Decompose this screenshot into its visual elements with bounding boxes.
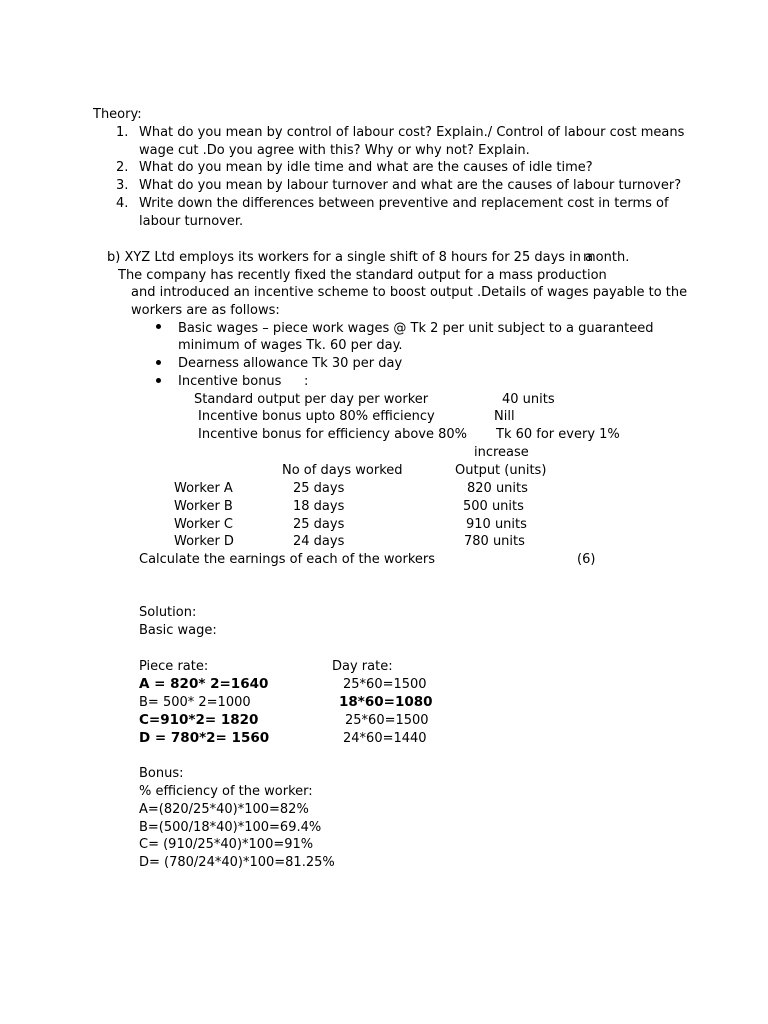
- problem-intro: The company has recently fixed the standard output for a mass production: [118, 268, 607, 283]
- table-cell-days: 18 days: [293, 499, 345, 514]
- bullet-icon: [156, 324, 161, 329]
- piece-rate-calc: B= 500* 2=1000: [139, 695, 251, 710]
- day-rate-calc: 24*60=1440: [343, 731, 427, 746]
- question-number: 2.: [116, 160, 129, 175]
- table-cell-worker: Worker B: [174, 499, 233, 514]
- bullet-text: Incentive bonus: [178, 374, 282, 389]
- question-number: 4.: [116, 196, 129, 211]
- day-rate-calc: 25*60=1500: [343, 677, 427, 692]
- incentive-label: Incentive bonus for efficiency above 80%: [198, 427, 468, 442]
- theory-heading: Theory:: [93, 107, 142, 122]
- bullet-text: Basic wages – piece work wages @ Tk 2 per unit subject to a guaranteed: [178, 321, 654, 336]
- table-cell-days: 24 days: [293, 534, 345, 549]
- table-cell-days: 25 days: [293, 517, 345, 532]
- question-text: What do you mean by control of labour cost? Explain./ Control of labour cost means: [139, 125, 685, 140]
- bullet-text: Dearness allowance Tk 30 per day: [178, 356, 403, 371]
- bullet-icon: [156, 360, 161, 365]
- question-number: 1.: [116, 125, 129, 140]
- table-cell-output: 780 units: [464, 534, 525, 549]
- efficiency-calc: C= (910/25*40)*100=91%: [139, 837, 314, 852]
- question-text: What do you mean by labour turnover and what are the causes of labour turnover?: [139, 178, 682, 193]
- efficiency-calc: D= (780/24*40)*100=81.25%: [139, 855, 335, 870]
- incentive-value: Nill: [494, 409, 515, 424]
- bullet-text: minimum of wages Tk. 60 per day.: [178, 338, 403, 353]
- incentive-label: Standard output per day per worker: [194, 392, 429, 407]
- table-cell-worker: Worker A: [174, 481, 233, 496]
- table-header: No of days worked: [282, 463, 403, 478]
- question-text: labour turnover.: [139, 214, 244, 229]
- table-cell-days: 25 days: [293, 481, 345, 496]
- problem-intro: and introduced an incentive scheme to boost output .Details of wages payable to the: [131, 285, 688, 300]
- problem-intro: b) XYZ Ltd employs its workers for a single shift of 8 hours for 25 days in a: [107, 250, 594, 265]
- piece-rate-calc: D = 780*2= 1560: [139, 730, 270, 746]
- table-header: Output (units): [455, 463, 547, 478]
- day-rate-calc: 25*60=1500: [345, 713, 429, 728]
- efficiency-calc: B=(500/18*40)*100=69.4%: [139, 820, 322, 835]
- incentive-value: increase: [474, 445, 529, 460]
- problem-task: Calculate the earnings of each of the workers: [139, 552, 436, 567]
- incentive-label: Incentive bonus upto 80% efficiency: [198, 409, 435, 424]
- incentive-value: Tk 60 for every 1%: [496, 427, 620, 442]
- table-cell-output: 820 units: [467, 481, 528, 496]
- basic-wage-label: Basic wage:: [139, 623, 217, 638]
- bonus-label: Bonus:: [139, 766, 184, 781]
- efficiency-label: % efficiency of the worker:: [139, 784, 313, 799]
- piece-rate-label: Piece rate:: [139, 659, 209, 674]
- piece-rate-calc: C=910*2= 1820: [139, 712, 259, 728]
- day-rate-calc: 18*60=1080: [339, 694, 433, 710]
- incentive-value: 40 units: [502, 392, 555, 407]
- day-rate-label: Day rate:: [332, 659, 393, 674]
- problem-intro: month.: [583, 250, 630, 265]
- question-number: 3.: [116, 178, 129, 193]
- bullet-text: :: [304, 374, 309, 389]
- question-text: What do you mean by idle time and what are the causes of idle time?: [139, 160, 593, 175]
- piece-rate-calc: A = 820* 2=1640: [139, 676, 269, 692]
- problem-intro: workers are as follows:: [131, 303, 280, 318]
- problem-marks: (6): [577, 552, 596, 567]
- table-cell-worker: Worker D: [174, 534, 234, 549]
- table-cell-worker: Worker C: [174, 517, 234, 532]
- question-text: wage cut .Do you agree with this? Why or why not? Explain.: [139, 143, 530, 158]
- efficiency-calc: A=(820/25*40)*100=82%: [139, 802, 309, 817]
- table-cell-output: 500 units: [463, 499, 524, 514]
- table-cell-output: 910 units: [466, 517, 527, 532]
- solution-heading: Solution:: [139, 605, 197, 620]
- bullet-icon: [156, 378, 161, 383]
- question-text: Write down the differences between preventive and replacement cost in terms of: [139, 196, 669, 211]
